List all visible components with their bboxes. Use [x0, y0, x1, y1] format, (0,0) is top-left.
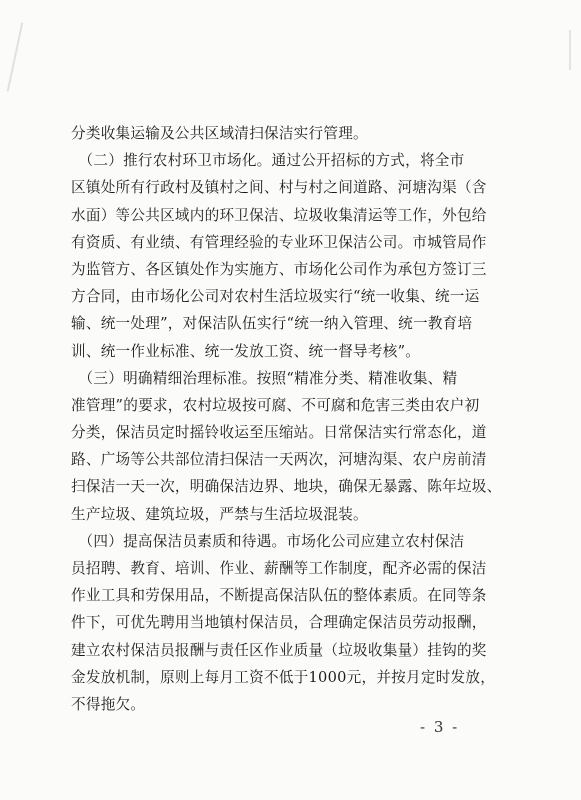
text-line: 方合同，由市场化公司对农村生活垃圾实行“统一收集、统一运: [71, 288, 480, 306]
text-line: 区镇处所有行政村及镇村之间、村与村之间道路、河塘沟渠（含: [71, 179, 487, 197]
scan-artifact: [569, 30, 571, 70]
text-line: 分类收集运输及公共区域清扫保洁实行管理。: [71, 125, 368, 142]
text-line: 为监管方、各区镇处作为实施方、市场化公司作为承包方签订三: [71, 260, 487, 278]
text-line: （二）推行农村环卫市场化。通过公开招标的方式，将全市: [71, 152, 465, 170]
page-number: - 3 -: [420, 718, 460, 736]
text-line: 金发放机制，原则上每月工资不低于1000元，并按月定时发放，: [71, 668, 496, 686]
text-line: 员招聘、教育、培训、作业、薪酬等工作制度，配齐必需的保洁: [71, 560, 487, 577]
text-line: 扫保洁一天一次，明确保洁边界、地块，确保无暴露、陈年垃圾、: [71, 478, 502, 496]
text-line: 分类，保洁员定时摇铃收运至压缩站。日常保洁实行常态化，道: [71, 424, 487, 442]
text-line: 水面）等公共区域内的环卫保洁、垃圾收集清运等工作，外包给: [71, 206, 487, 224]
text-line: 建立农村保洁员报酬与责任区作业质量（垃圾收集量）挂钩的奖: [71, 641, 487, 659]
scan-artifact: [7, 23, 24, 92]
text-line: 路、广场等公共部位清扫保洁一天两次，河塘沟渠、农户房前清: [71, 451, 487, 469]
document-body: [71, 120, 513, 718]
text-line: 输、统一处理”，对保洁队伍实行“统一纳入管理、统一教育培: [71, 315, 473, 333]
text-line: 生产垃圾、建筑垃圾，严禁与生活垃圾混装。: [71, 505, 368, 523]
text-line: 有资质、有业绩、有管理经验的专业环卫保洁公司。市城管局作: [71, 233, 487, 251]
text-line: 训、统一作业标准、统一发放工资、统一督导考核”。: [71, 342, 421, 360]
text-line: 不得拖欠。: [71, 695, 146, 713]
text-line: 作业工具和劳保用品，不断提高保洁队伍的整体素质。在同等条: [71, 587, 487, 605]
text-line: （四）提高保洁员素质和待遇。市场化公司应建立农村保洁: [71, 532, 465, 550]
text-line: 准管理”的要求，农村垃圾按可腐、不可腐和危害三类由农户初: [71, 396, 480, 414]
text-line: （三）明确精细治理标准。按照“精准分类、精准收集、精: [71, 369, 458, 387]
text-line: 件下，可优先聘用当地镇村保洁员，合理确定保洁员劳动报酬，: [71, 614, 487, 632]
